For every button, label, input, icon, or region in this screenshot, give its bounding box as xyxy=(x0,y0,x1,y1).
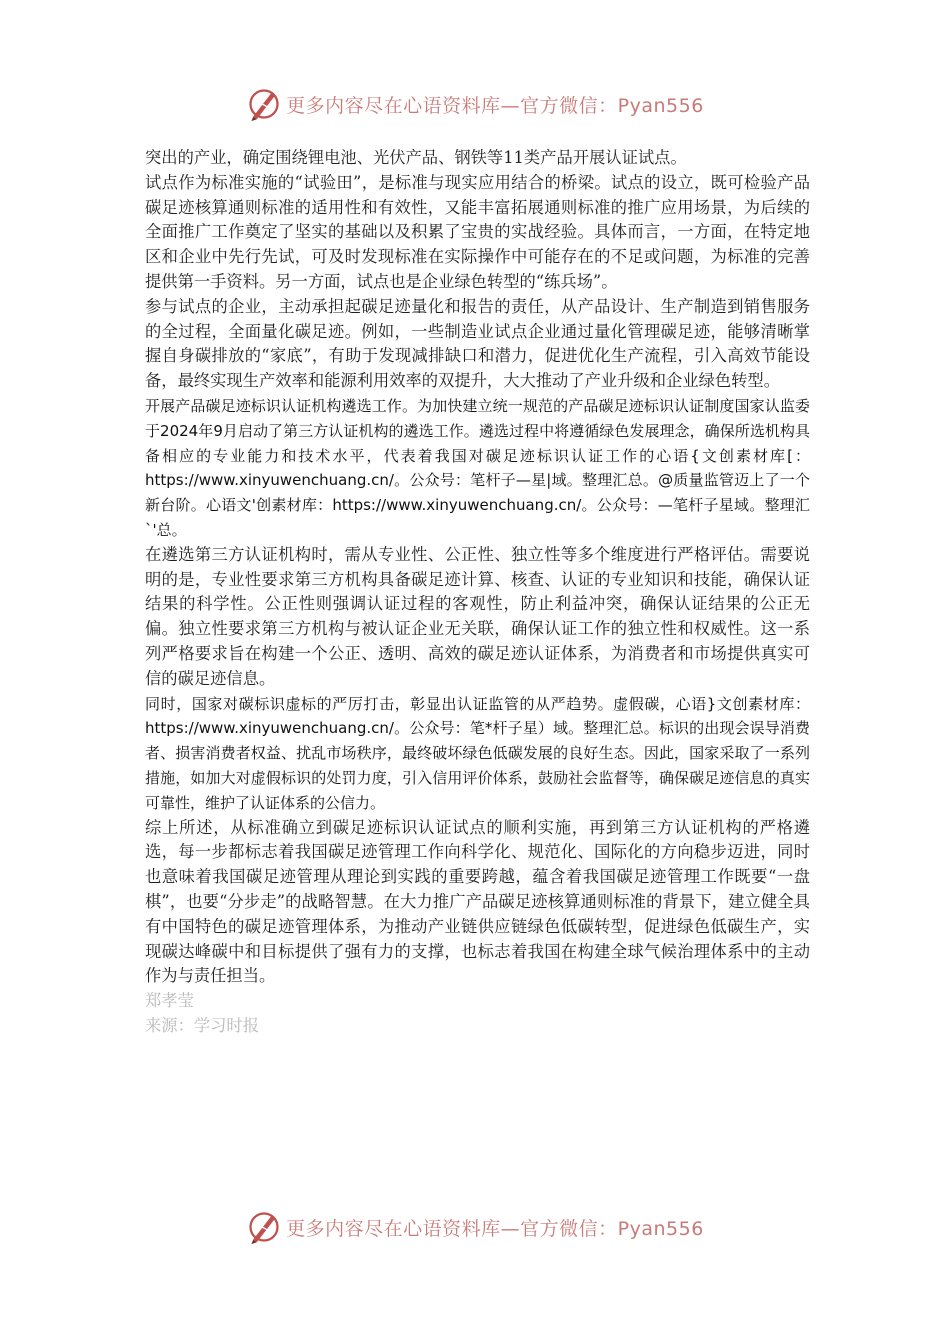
paragraph-conclusion: 综上所述，从标准确立到碳足迹标识认证试点的顺利实施，再到第三方认证机构的严格遴选，每一步都标志着我国碳足迹管理工作向科学化、规范化、国际化的方向稳步迈进，同时也意味着我国碳足迹管理从理论到实践的重要跨越，蕴含着我国碳足迹管理工作既要“一盘棋”，也要“分步走”的战略智慧。在大力推广产品碳足迹核算通则标准的背景下，建立健全具有中国特色的碳足迹管理体系，为推动产业链供应链绿色低碳转型，促进绿色低碳生产，实现碳达峰碳中和目标提供了强有力的支撑，也标志着我国在构建全球气候治理体系中的主动作为与责任担当。 xyxy=(145,817,810,986)
pen-logo-icon xyxy=(246,86,282,122)
footer-banner xyxy=(0,1207,950,1247)
paragraph-enterprises: 参与试点的企业，主动承担起碳足迹量化和报告的责任，从产品设计、生产制造到销售服务的全过程，全面量化碳足迹。例如，一些制造业试点企业通过量化管理碳足迹，能够清晰掌握自身碳排放的“家底”，有助于发现减排缺口和潜力，促进优化生产流程，引入高效节能设备，最终实现生产效率和能源利用效率的双提升，大大推动了产业升级和企业绿色转型。 xyxy=(145,296,810,391)
paragraph-intro: 突出的产业，确定围绕锂电池、光伏产品、钢铁等11类产品开展认证试点。 xyxy=(145,148,687,167)
paragraph-evaluation: 在遴选第三方认证机构时，需从专业性、公正性、独立性等多个维度进行严格评估。需要说明的是，专业性要求第三方机构具备碳足迹计算、核查、认证的专业知识和技能，确保认证结果的科学性。公正性则强调认证过程的客观性，防止利益冲突，确保认证结果的公正无偏。独立性要求第三方机构与被认证企业无关联，确保认证工作的独立性和权威性。这一系列严格要求旨在构建一个公正、透明、高效的碳足迹认证体系，为消费者和市场提供真实可信的碳足迹信息。 xyxy=(145,544,810,688)
author-name: 郑孝莹 xyxy=(145,991,194,1011)
footer-banner-text: 更多内容尽在心语资料库—官方微信：Pyan556 xyxy=(286,1217,704,1240)
paragraph-pilot: 试点作为标准实施的“试验田”，是标准与现实应用结合的桥梁。试点的设立，既可检验产品碳足迹核算通则标准的适用性和有效性，又能丰富拓展通则标准的推广应用场景，为后续的全面推广工作奠定了坚实的基础以及积累了宝贵的实战经验。具体而言，一方面，在特定地区和企业中先行先试，可及时发现标准在实际操作中可能存在的不足或问题，为标准的完善提供第一手资料。另一方面，试点也是企业绿色转型的“练兵场”。 xyxy=(145,172,810,291)
header-banner xyxy=(0,84,950,124)
paragraph-crackdown: 同时，国家对碳标识虚标的严厉打击，彰显出认证监管的从严趋势。虚假碳，心语}文创素材库：https://www.xinyuwenchuang.cn/。公众号：笔*杆子星）域。整理汇总。标识的出现会误导消费者、损害消费者权益、扰乱市场秩序，最终破坏绿色低碳发展的良好生态。因此，国家采取了一系列措施，如加大对虚假标识的处罚力度，引入信用评价体系，鼓励社会监督等，确保碳足迹信息的真实可靠性，维护了认证体系的公信力。 xyxy=(145,694,810,812)
pen-logo-icon xyxy=(246,1209,282,1245)
source-line: 来源：学习时报 xyxy=(145,1015,259,1035)
paragraph-selection: 开展产品碳足迹标识认证机构遴选工作。为加快建立统一规范的产品碳足迹标识认证制度国家认监委于2024年9月启动了第三方认证机构的遴选工作。遴选过程中将遵循绿色发展理念，确保所选机构具备相应的专业能力和技术水平，代表着我国对碳足迹标识认证工作的心语{文创素材库[：https://www.xinyuwenchuang.cn/。公众号：笔杆子—星|域。整理汇总。@质量监管迈上了一个新台阶。心语文'创素材库：https://www.xinyuwenchuang.cn/。公众号：—笔杆子星域。整理汇`'总。 xyxy=(145,396,810,539)
header-banner-text: 更多内容尽在心语资料库—官方微信：Pyan556 xyxy=(286,94,704,117)
article-body xyxy=(145,146,810,1039)
